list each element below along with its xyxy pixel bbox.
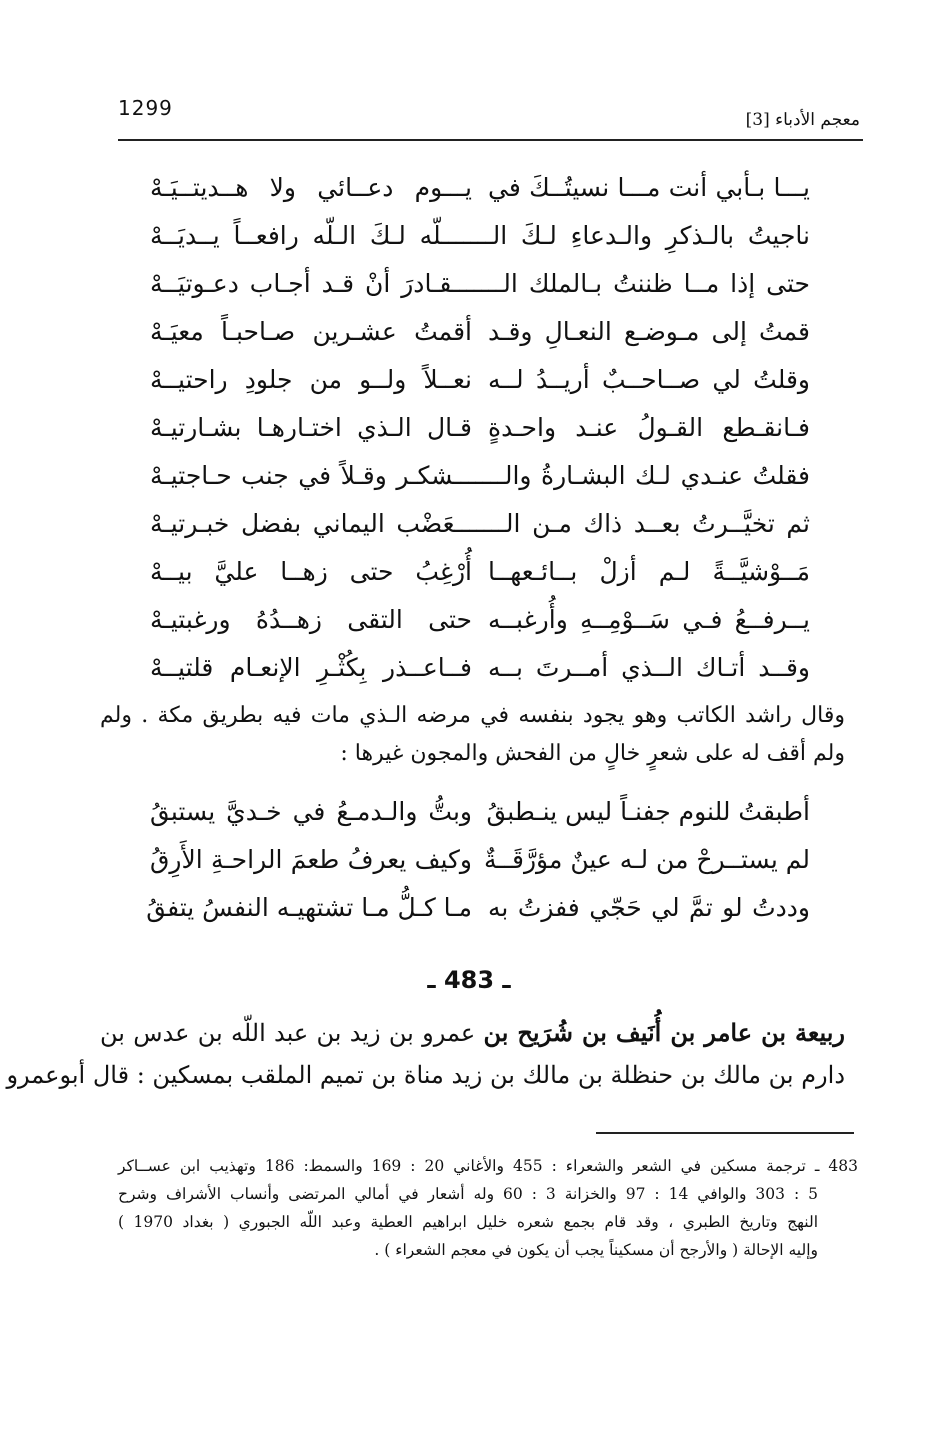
verse-line bbox=[150, 836, 810, 884]
first-hemistich: أطبقتُ للنوم جفنـاً ليس ينـطبقُ bbox=[486, 797, 810, 826]
verse-line bbox=[150, 308, 810, 356]
first-hemistich: فـانقـطع القـولُ عنـد واحـدةٍ bbox=[488, 413, 810, 442]
joined-verse: ثم تخيَّــرتُ بعــد ذاك مـن الـــــــعَضْب اليماني بفضل خبـرتيـهْ bbox=[150, 509, 810, 538]
entry-name-rest: عمرو بن زيد بن عبد اللّه بن عدس بن bbox=[100, 1019, 484, 1047]
verse-line bbox=[150, 788, 810, 836]
entry-line: دارم بن مالك بن حنظلة بن مالك بن زيد مناة بن تميم الملقب بمسكين : قال أبوعمرو bbox=[6, 1061, 845, 1089]
verse-line bbox=[150, 500, 810, 548]
verse-line bbox=[150, 404, 810, 452]
first-hemistich: مَــوْشيَّــةً لـم أزلْ بــائـعهــا bbox=[488, 557, 810, 586]
joined-verse: ناجيتُ بالـذكرِ والـدعاءِ لـكَ الـــــــلّه لـكَ الـلّه رافعــاً يــديَــهْ bbox=[150, 221, 810, 250]
poem-block bbox=[150, 164, 810, 692]
verse-line bbox=[150, 260, 810, 308]
second-hemistich: نعــلاً ولــو من جلودِ راحتيــهْ bbox=[150, 365, 472, 394]
second-hemistich: حتى التقى زهــدُهُ ورغبتيـهْ bbox=[150, 605, 472, 634]
verse-line bbox=[150, 596, 810, 644]
first-hemistich: وقــد أتـاك الــذي أمــرتَ بــه bbox=[488, 653, 810, 682]
verse-line bbox=[150, 212, 810, 260]
footnote-rule bbox=[596, 1132, 854, 1134]
footnotes bbox=[118, 1152, 858, 1264]
second-hemistich: أُرْغِبُ حتى زهــا عليَّ بيــهْ bbox=[150, 557, 472, 586]
first-hemistich: وددتُ لو تمَّ لي حَجّي ففزتُ به bbox=[488, 893, 810, 922]
first-hemistich: قمتُ إلى مـوضـع النعـالِ وقـد bbox=[488, 317, 810, 346]
verse-line bbox=[150, 356, 810, 404]
footnote-line: 483 ـ ترجمة مسكين في الشعر والشعراء : 455 والأغاني 20 : 169 والسمط: 186 وتهذيب ابن عســاكر bbox=[118, 1157, 859, 1175]
page-number: 1299 bbox=[118, 96, 173, 120]
footnote-line: وإليه الإحالة ( والأرجح أن مسكيناً يجب أن يكون في معجم الشعراء ) . bbox=[374, 1241, 818, 1259]
joined-verse: فقلتُ عنـدي لـك البشـارةُ والـــــــشكـر وقـلاً في جنب حـاجتيـهْ bbox=[150, 461, 810, 490]
first-hemistich: يـــا بـأبي أنت مـــا نسيتُــكَ في bbox=[488, 173, 810, 202]
entry-name-bold: ربيعة بن عامر بن أُنَيف بن شُرَيح بن bbox=[483, 1018, 845, 1047]
header-rule bbox=[118, 139, 863, 141]
verse-line bbox=[150, 452, 810, 500]
first-hemistich: وقلتُ لي صــاحــبٌ أريــدُ لــه bbox=[488, 365, 810, 394]
poem-block bbox=[146, 788, 810, 932]
second-hemistich: يـــوم دعــائي ولا هــديتــيَـهْ bbox=[150, 173, 472, 202]
verse-line bbox=[150, 548, 810, 596]
entry-line bbox=[100, 1012, 845, 1054]
entry-number: ـ 483 ـ bbox=[427, 966, 511, 994]
prose-line: ولم أقف له على شعرٍ خالٍ من الفحش والمجون غيرها : bbox=[340, 741, 845, 766]
joined-verse: حتى إذا مــا ظننتُ بـالملك الـــــــقـادرَ أنْ قـد أجـاب دعـوتيَــهْ bbox=[150, 269, 810, 298]
page-header bbox=[118, 96, 860, 138]
footnote-line: النهج وتاريخ الطبري ، وقد قام بجمع شعره خليل ابراهيم العطية وعبد اللّه الجبوري ( بغداد 1970 ) bbox=[118, 1213, 818, 1231]
first-hemistich: يــرفــعُ فـي سَــوْمِــهِ وأُرغبــه bbox=[488, 605, 810, 634]
second-hemistich: قـال الـذي اختـارهـا بشـارتيـهْ bbox=[150, 413, 472, 442]
second-hemistich: مـا كـلُّ مـا تشتهيـه النفسُ يتفقُ bbox=[146, 893, 472, 922]
entry-heading bbox=[6, 1012, 845, 1096]
prose-line: وقال راشد الكاتب وهو يجود بنفسه في مرضه الـذي مات فيه بطريق مكة . ولم bbox=[100, 703, 845, 728]
running-title: معجم الأدباء [3] bbox=[745, 110, 860, 130]
second-hemistich: وبتُّ والـدمـعُ في خـديَّ يستبقُ bbox=[150, 797, 472, 826]
footnote-line: 5 : 303 والوافي 14 : 97 والخزانة 3 : 60 وله أشعار في أمالي المرتضى وأنساب الأشراف وشرح bbox=[118, 1185, 818, 1203]
verse-line bbox=[150, 644, 810, 692]
second-hemistich: وكيف يعرفُ طعمَ الراحـةِ الأَرِقُ bbox=[150, 845, 472, 874]
first-hemistich: لم يستــرحْ من لـه عينٌ مؤرَّقَــةٌ bbox=[483, 845, 810, 874]
verse-line bbox=[150, 164, 810, 212]
verse-line bbox=[146, 884, 810, 932]
second-hemistich: أقمتُ عشـرين صـاحبـاً معيَـهْ bbox=[150, 317, 472, 346]
second-hemistich: فــاعــذر بِكُثْـرِ الإنعـام قلتيــهْ bbox=[150, 653, 472, 682]
prose-paragraph bbox=[100, 697, 845, 773]
